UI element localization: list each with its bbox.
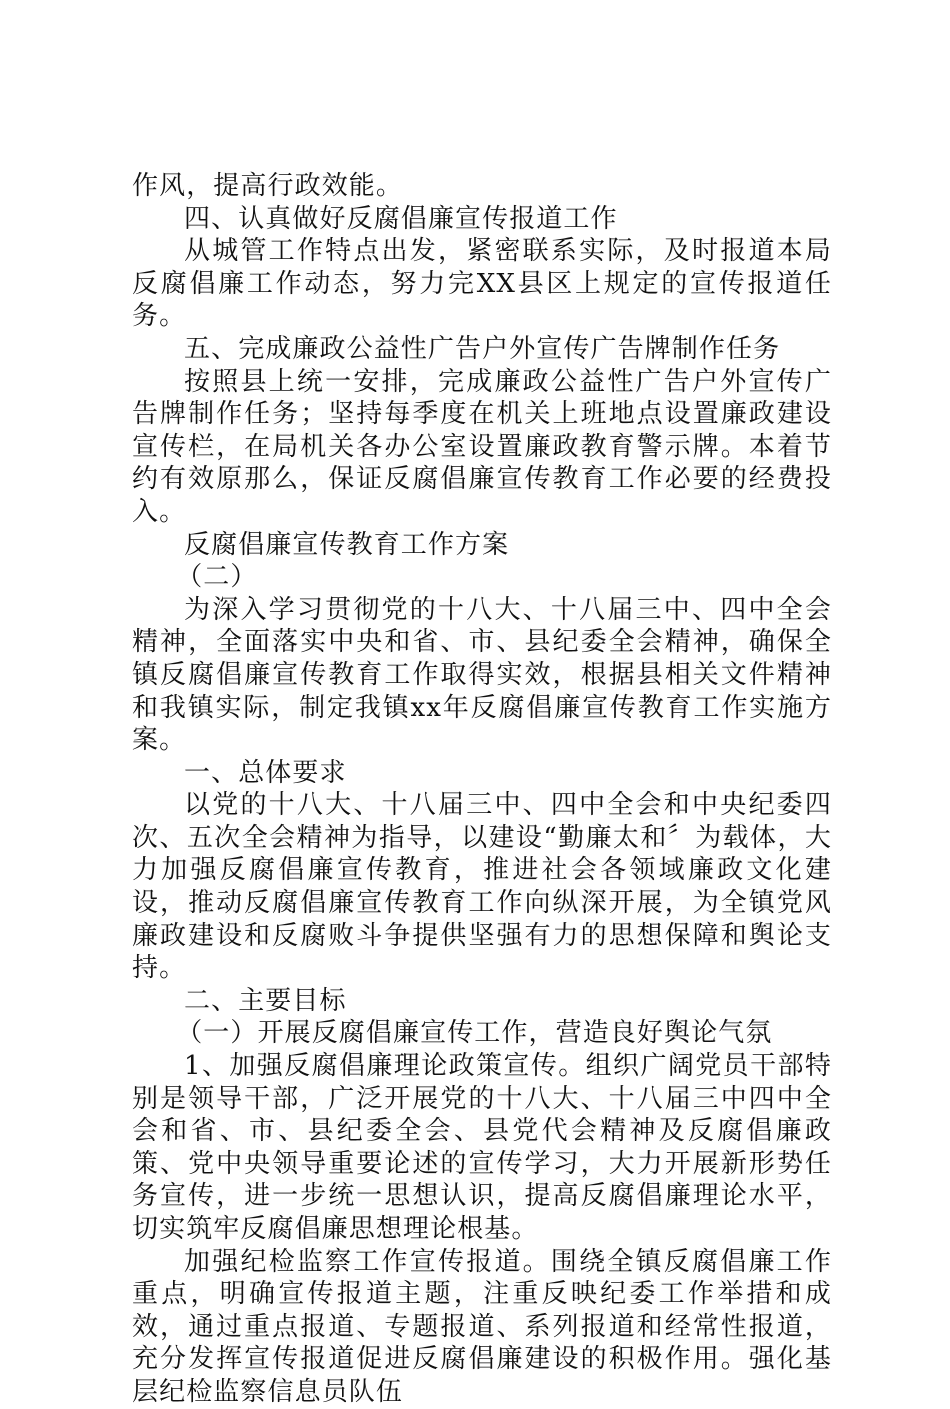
document-body (132, 170, 832, 1409)
section-heading-4: 四、认真做好反腐倡廉宣传报道工作 (184, 203, 618, 234)
paragraph: 从城管工作特点出发，紧密联系实际，及时报道本局反腐倡廉工作动态，努力完XX县区上规定的宣传报道任务。 (132, 236, 832, 332)
paragraph: 按照县上统一安排，完成廉政公益性广告户外宣传广告牌制作任务；坚持每季度在机关上班地点设置廉政建设宣传栏，在局机关各办公室设置廉政教育警示牌。本着节约有效原那么，保证反腐倡廉宣传教育工作必要的经费投入。 (132, 366, 832, 527)
document-title: 反腐倡廉宣传教育工作方案 (184, 529, 510, 560)
subsection-heading-1: （一）开展反腐倡廉宣传工作，营造良好舆论气氛 (176, 1018, 773, 1049)
paragraph: 1、加强反腐倡廉理论政策宣传。组织广阔党员干部特别是领导干部，广泛开展党的十八大、十八届三中四中全会和省、市、县纪委全会、县党代会精神及反腐倡廉政策、党中央领导重要论述的宣传学习，大力开展新形势任务宣传，进一步统一思想认识，提高反腐倡廉理论水平，切实筑牢反腐倡廉思想理论根基。 (132, 1051, 832, 1244)
paragraph: 为深入学习贯彻党的十八大、十八届三中、四中全会精神，全面落实中央和省、市、县纪委全会精神，确保全镇反腐倡廉宣传教育工作取得实效，根据县相关文件精神和我镇实际，制定我镇xx年反腐倡廉宣传教育工作实施方案。 (132, 594, 832, 756)
section-heading-2: 二、主要目标 (184, 985, 347, 1016)
paragraph-continuation: 作风，提高行政效能。 (132, 171, 404, 201)
paragraph: 加强纪检监察工作宣传报道。围绕全镇反腐倡廉工作重点，明确宣传报道主题，注重反映纪委工作举措和成效，通过重点报道、专题报道、系列报道和经常性报道，充分发挥宣传报道促进反腐倡廉建设的积极作用。强化基层纪检监察信息员队伍 (132, 1246, 832, 1407)
section-heading-1: 一、总体要求 (184, 757, 347, 788)
document-subtitle: （二） (176, 562, 258, 593)
section-heading-5: 五、完成廉政公益性广告户外宣传广告牌制作任务 (184, 333, 781, 364)
paragraph: 以党的十八大、十八届三中、四中全会和中央纪委四次、五次全会精神为指导，以建设“勤廉太和〞为载体，大力加强反腐倡廉宣传教育，推进社会各领域廉政文化建设，推动反腐倡廉宣传教育工作向纵深开展，为全镇党风廉政建设和反腐败斗争提供坚强有力的思想保障和舆论支持。 (132, 790, 832, 984)
